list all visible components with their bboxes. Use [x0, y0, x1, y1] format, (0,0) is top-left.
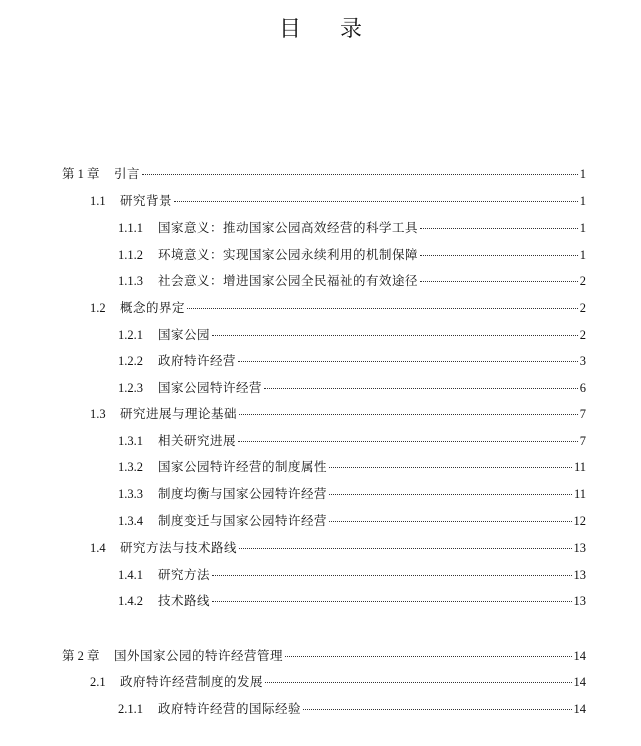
toc-entry-label: 国家意义：推动国家公园高效经营的科学工具 [158, 220, 419, 235]
toc-entry[interactable] [62, 646, 586, 666]
toc-entry[interactable] [90, 404, 586, 424]
toc-entry-number: 1.3.2 [118, 460, 143, 474]
toc-entry-page-number: 1 [579, 248, 586, 262]
toc-entry-page-number: 1 [579, 167, 586, 181]
toc-entry-label: 技术路线 [158, 593, 211, 608]
toc-entry-page-number: 2 [579, 328, 586, 342]
toc-entry-page-number: 6 [579, 381, 586, 395]
dot-leader [420, 255, 578, 256]
toc-entry-page-number: 14 [573, 702, 586, 716]
toc-entry-number: 1.2 [90, 301, 106, 315]
toc-entry[interactable] [90, 298, 586, 318]
toc-entry-number: 1.3 [90, 407, 106, 421]
dot-leader [142, 174, 578, 175]
toc-entry[interactable] [118, 484, 586, 504]
toc-entry-label: 相关研究进展 [158, 433, 237, 448]
toc-entry-label: 环境意义：实现国家公园永续利用的机制保障 [158, 247, 419, 262]
toc-entry[interactable] [90, 538, 586, 558]
toc-entry[interactable] [118, 271, 586, 291]
dot-leader [212, 601, 571, 602]
toc-entry-page-number: 7 [579, 434, 586, 448]
toc-entry-label: 制度均衡与国家公园特许经营 [158, 486, 328, 501]
dot-leader [329, 494, 572, 495]
toc-entry-page-number: 3 [579, 354, 586, 368]
toc-entry-label: 研究方法与技术路线 [120, 540, 238, 555]
toc-entry-label: 研究进展与理论基础 [120, 406, 238, 421]
toc-entry-page-number: 14 [573, 675, 586, 689]
toc-entry-number: 1.3.1 [118, 434, 143, 448]
toc-entry-label: 研究方法 [158, 567, 211, 582]
toc-entry-label: 政府特许经营的国际经验 [158, 701, 302, 716]
toc-entry-label: 研究背景 [120, 193, 173, 208]
toc-entry-page-number: 13 [573, 541, 586, 555]
dot-leader [212, 335, 578, 336]
toc-entry-label: 国家公园特许经营的制度属性 [158, 459, 328, 474]
toc-entry-label: 引言 [114, 166, 141, 181]
toc-entry[interactable] [90, 672, 586, 692]
toc-entry-page-number: 2 [579, 274, 586, 288]
dot-leader [420, 228, 578, 229]
toc-entry-number: 1.2.1 [118, 328, 143, 342]
toc-entry-page-number: 7 [579, 407, 586, 421]
toc-entry[interactable] [118, 245, 586, 265]
toc-entry[interactable] [118, 378, 586, 398]
toc-entry-number: 1.3.3 [118, 487, 143, 501]
dot-leader [264, 388, 578, 389]
toc-entry-label: 政府特许经营制度的发展 [120, 674, 264, 689]
dot-leader [239, 414, 578, 415]
toc-entry-label: 概念的界定 [120, 300, 186, 315]
toc-entry[interactable] [118, 431, 586, 451]
dot-leader [420, 281, 578, 282]
toc-entry-label: 国家公园特许经营 [158, 380, 263, 395]
toc-entry-page-number: 1 [579, 221, 586, 235]
toc-entry[interactable] [118, 565, 586, 585]
toc-entry-number: 1.1.1 [118, 221, 143, 235]
toc-entry-page-number: 11 [573, 460, 586, 474]
toc-entry-number: 1.2.2 [118, 354, 143, 368]
toc-entry-number: 2.1.1 [118, 702, 143, 716]
toc-entry-number: 1.1 [90, 194, 106, 208]
toc-entry-label: 政府特许经营 [158, 353, 237, 368]
toc-entry-number: 2.1 [90, 675, 106, 689]
toc-entry-label: 制度变迁与国家公园特许经营 [158, 513, 328, 528]
toc-entry-label: 国家公园 [158, 327, 211, 342]
toc-entry-page-number: 12 [573, 514, 586, 528]
toc-entry[interactable] [118, 218, 586, 238]
toc-entry-number: 1.4 [90, 541, 106, 555]
toc-entry[interactable] [118, 325, 586, 345]
toc-entry-page-number: 2 [579, 301, 586, 315]
dot-leader [239, 548, 571, 549]
dot-leader [174, 201, 578, 202]
toc-entry-number: 1.2.3 [118, 381, 143, 395]
toc-entry-page-number: 1 [579, 194, 586, 208]
toc-entry-number: 1.4.2 [118, 594, 143, 608]
toc-entry-number: 1.1.2 [118, 248, 143, 262]
toc-entry-page-number: 13 [573, 594, 586, 608]
dot-leader [285, 656, 571, 657]
toc-entry[interactable] [90, 191, 586, 211]
toc-entry[interactable] [118, 457, 586, 477]
toc-entry[interactable] [118, 699, 586, 719]
toc-entry-label: 社会意义：增进国家公园全民福祉的有效途径 [158, 273, 419, 288]
dot-leader [238, 361, 578, 362]
toc-entry-number: 1.3.4 [118, 514, 143, 528]
dot-leader [303, 709, 571, 710]
page-title: 目 录 [279, 17, 378, 42]
toc-entry-page-number: 11 [573, 487, 586, 501]
dot-leader [329, 521, 571, 522]
toc-entry[interactable] [118, 511, 586, 531]
toc-entry-label: 国外国家公园的特许经营管理 [114, 648, 284, 663]
dot-leader [265, 682, 571, 683]
toc-entry[interactable] [118, 591, 586, 611]
toc-entry-page-number: 13 [573, 568, 586, 582]
toc-entry-number: 1.4.1 [118, 568, 143, 582]
dot-leader [212, 575, 571, 576]
toc-entry-page-number: 14 [573, 649, 586, 663]
toc-entry-number: 1.1.3 [118, 274, 143, 288]
toc-entry[interactable] [118, 351, 586, 371]
toc-entry[interactable] [62, 164, 586, 184]
toc-entry-number: 第 2 章 [62, 649, 100, 663]
dot-leader [187, 308, 578, 309]
toc-entry-number: 第 1 章 [62, 167, 100, 181]
dot-leader [238, 441, 578, 442]
dot-leader [329, 467, 572, 468]
